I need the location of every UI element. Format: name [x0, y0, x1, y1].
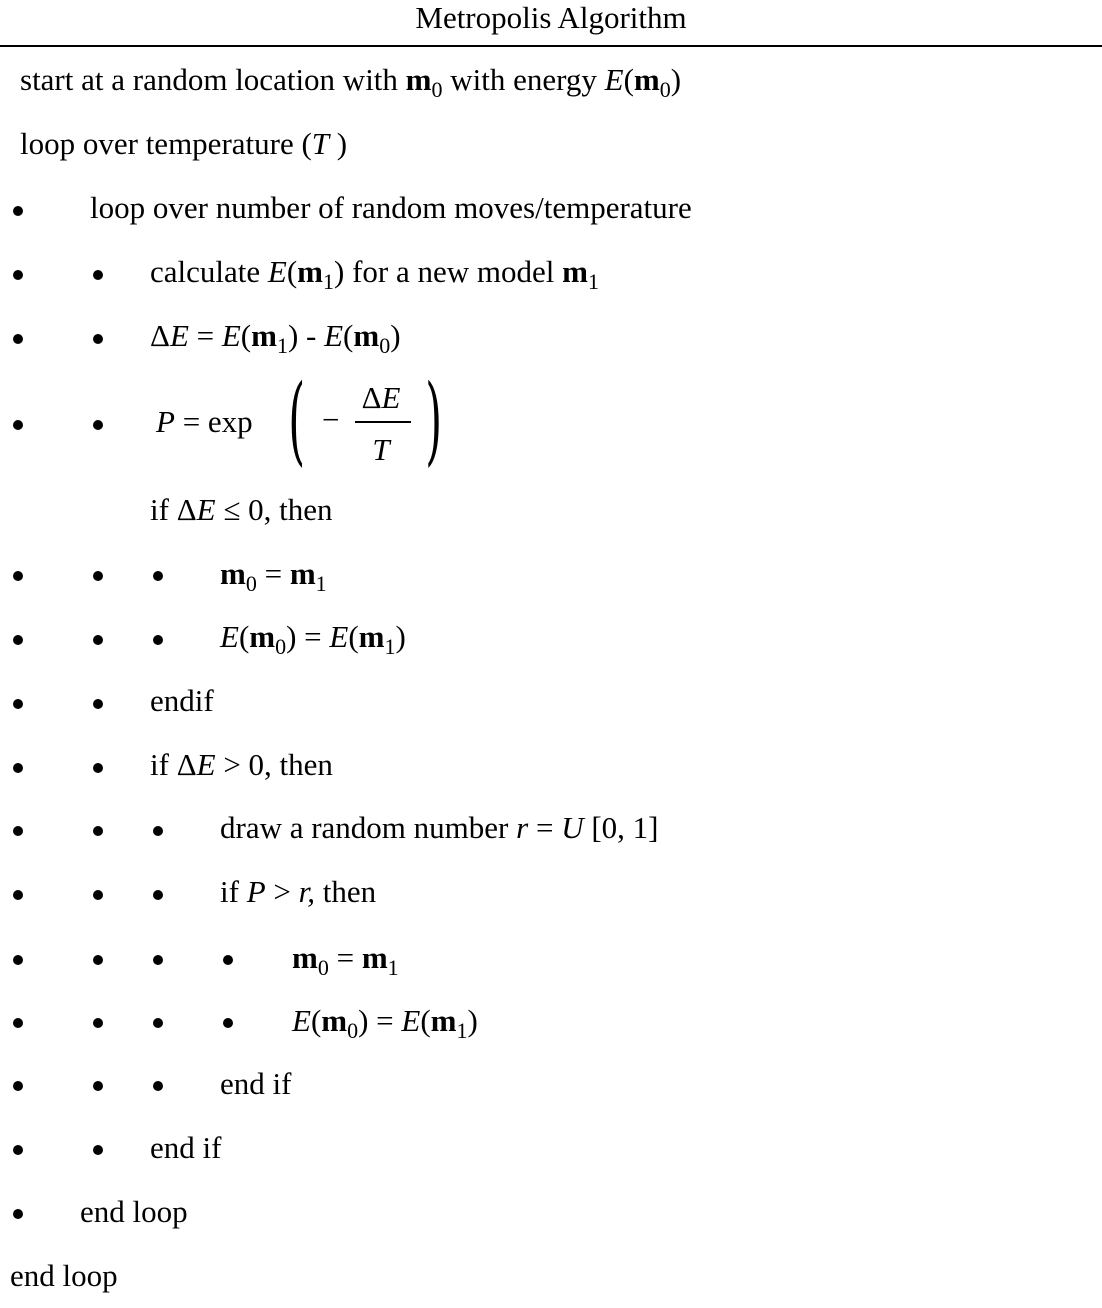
bullet: [13, 1018, 23, 1028]
fraction-bar: [355, 421, 411, 423]
left-paren: (: [288, 364, 306, 476]
bullet: [13, 334, 23, 344]
bullet: [13, 270, 23, 280]
bullet: [153, 635, 163, 645]
bullet: [93, 890, 103, 900]
bullet: [13, 890, 23, 900]
step-probability: P = exp: [156, 404, 253, 439]
bullet: [93, 270, 103, 280]
bullet: [93, 571, 103, 581]
step-if-nonpositive: if ΔE ≤ 0, then: [150, 492, 333, 527]
title-rule: [0, 45, 1102, 47]
step-accept-energy: $E(m_0) = E(m_1)$: [220, 619, 406, 659]
step-accept-model: $m_0 = m_1$: [220, 556, 327, 596]
bullet: [13, 955, 23, 965]
bullet: [153, 1081, 163, 1091]
step-draw-random: draw a random number r = U [0, 1]: [220, 810, 659, 845]
bullet: [153, 1018, 163, 1028]
step-calculate-energy: calculate $E(m_1)$ for a new model $m_1$: [150, 254, 599, 294]
step-end-loop-temperature: end loop: [10, 1258, 118, 1293]
bullet: [93, 635, 103, 645]
step-if-positive: if ΔE > 0, then: [150, 747, 333, 782]
bullet: [153, 826, 163, 836]
bullet: [93, 826, 103, 836]
bullet: [13, 763, 23, 773]
bullet: [13, 571, 23, 581]
bullet: [223, 1018, 233, 1028]
bullet: [13, 699, 23, 709]
bullet: [93, 1081, 103, 1091]
bullet: [13, 1081, 23, 1091]
probability-fraction: [150, 364, 450, 476]
step-end-if-inner: end if: [220, 1066, 292, 1101]
bullet: [153, 890, 163, 900]
bullet: [93, 1145, 103, 1155]
bullet: [13, 1209, 23, 1219]
bullet: [93, 334, 103, 344]
bullet: [93, 420, 103, 430]
bullet: [153, 571, 163, 581]
fraction-denominator: T: [372, 432, 390, 467]
bullet: [13, 420, 23, 430]
bullet: [13, 206, 23, 216]
step-if-probability: if P > r, then: [220, 874, 377, 909]
bullet: [93, 1018, 103, 1028]
step-endif: endif: [150, 683, 214, 718]
fraction-numerator: ΔE: [361, 380, 401, 415]
negative-sign: −: [322, 402, 340, 437]
bullet: [93, 763, 103, 773]
algorithm-title: Metropolis Algorithm: [415, 0, 687, 35]
step-conditional-accept-model: $m_0 = m_1$: [292, 940, 399, 980]
step-loop-moves: loop over number of random moves/temperature: [90, 190, 692, 225]
bullet: [93, 955, 103, 965]
step-end-loop-moves: end loop: [80, 1194, 188, 1229]
bullet: [223, 955, 233, 965]
step-loop-temperature: loop over temperature (T ): [20, 126, 348, 161]
step-end-if-outer: end if: [150, 1130, 222, 1165]
right-paren: ): [425, 364, 443, 476]
bullet: [13, 826, 23, 836]
bullet: [13, 635, 23, 645]
step-conditional-accept-energy: $E(m_0) = E(m_1)$: [292, 1003, 478, 1043]
bullet: [13, 1145, 23, 1155]
bullet: [93, 699, 103, 709]
step-delta-e: $\Delta E = E(m_1) - E(m_0)$: [150, 318, 401, 358]
step-start: start at a random location with $m_0$ with energy $E(m_0)$: [20, 62, 682, 102]
bullet: [153, 955, 163, 965]
